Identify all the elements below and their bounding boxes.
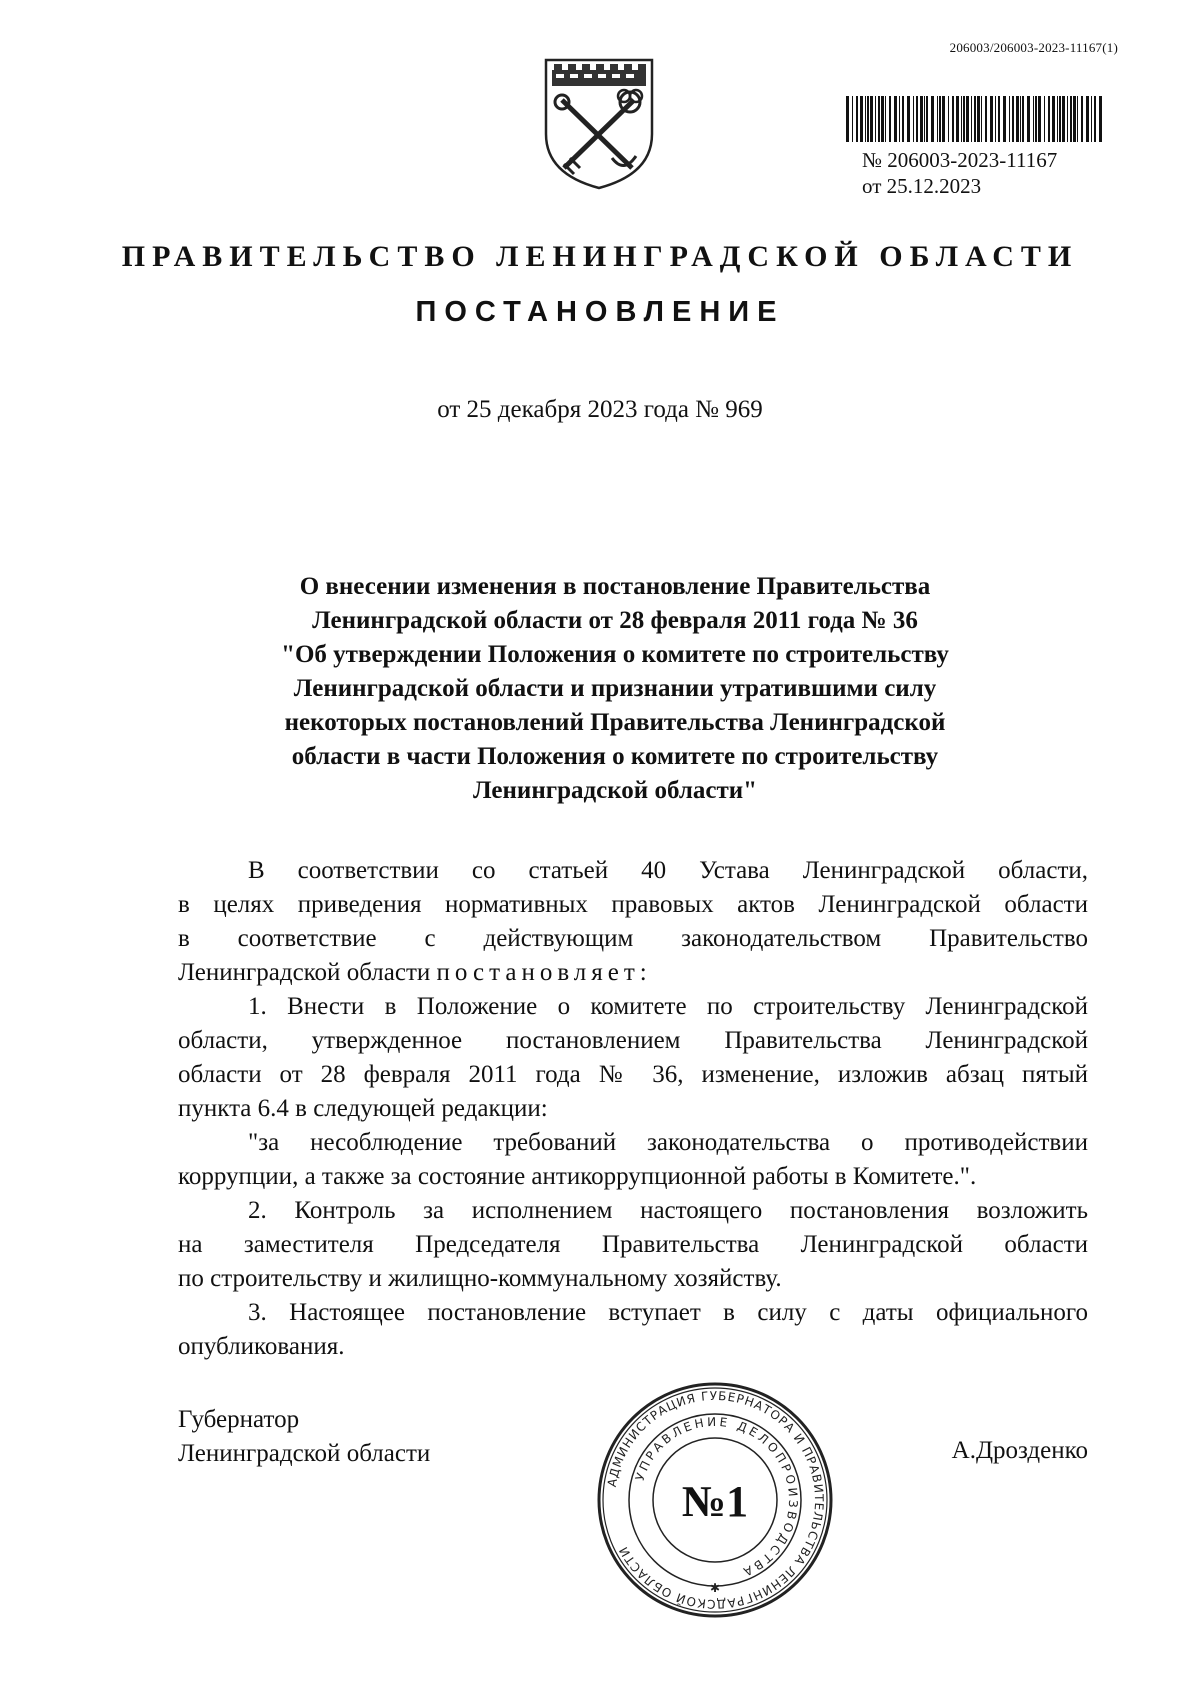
subject-line: Ленинградской области" <box>472 777 758 804</box>
body-text: Ленинградской области <box>178 959 431 986</box>
seal-star-icon: ✱ <box>709 1581 721 1595</box>
document-type: ПОСТАНОВЛЕНИЕ <box>415 296 785 328</box>
subject-line: "Об утверждении Положения о комитете по строительству <box>281 641 949 668</box>
seal-inner-text: УПРАВЛЕНИЕ ДЕЛОПРОИЗВОДСТВА <box>632 1414 801 1580</box>
body-line: по строительству и жилищно-коммунальному хозяйству. <box>178 1265 782 1292</box>
registration-code-top: 206003/206003-2023-11167(1) <box>949 40 1118 55</box>
official-seal-stamp <box>595 1380 835 1620</box>
body-line: области, утвержденное постановлением Правительства Ленинградской <box>178 1027 1088 1054</box>
body-line: коррупции, а также за состояние антикоррупционной работы в Комитете.". <box>178 1163 977 1190</box>
subject-line: Ленинградской области и признании утратившими силу <box>293 675 937 702</box>
body-line: в целях приведения нормативных правовых актов Ленинградской области <box>178 891 1088 918</box>
subject-line: области в части Положения о комитете по строительству <box>291 743 939 770</box>
signatory-position <box>178 1403 430 1471</box>
body-line: в соответствие с действующим законодательством Правительство <box>178 925 1088 952</box>
body-line: опубликования. <box>178 1333 345 1360</box>
barcode <box>846 96 1106 142</box>
position-line: Губернатор <box>178 1406 300 1433</box>
body-line: пункта 6.4 в следующей редакции: <box>178 1095 548 1122</box>
government-title: ПРАВИТЕЛЬСТВО ЛЕНИНГРАДСКОЙ ОБЛАСТИ <box>121 240 1079 273</box>
coat-of-arms-emblem <box>540 56 658 192</box>
body-line: 1. Внести в Положение о комитете по строительству Ленинградской <box>248 993 1088 1020</box>
document-body <box>178 854 1088 1364</box>
body-line <box>178 956 1088 990</box>
body-line: В соответствии со статьей 40 Устава Ленинградской области, <box>248 857 1088 884</box>
document-date: от 25 декабря 2023 года № 969 <box>437 396 763 423</box>
signatory-name: А.Дрозденко <box>951 1437 1088 1464</box>
registration-date: от 25.12.2023 <box>862 174 982 198</box>
body-line: области от 28 февраля 2011 года № 36, изменение, изложив абзац пятый <box>178 1061 1088 1088</box>
subject-line: О внесении изменения в постановление Правительства <box>299 573 931 600</box>
body-line: 2. Контроль за исполнением настоящего постановления возложить <box>248 1197 1088 1224</box>
subject-line: Ленинградской области от 28 февраля 2011 года № 36 <box>312 607 918 634</box>
seal-number: №1 <box>681 1477 749 1526</box>
body-line: 3. Настоящее постановление вступает в силу с даты официального <box>248 1299 1088 1326</box>
body-line: на заместителя Председателя Правительства Ленинградской области <box>178 1231 1088 1258</box>
body-line: "за несоблюдение требований законодательства о противодействии <box>248 1129 1088 1156</box>
subject-line: некоторых постановлений Правительства Ленинградской <box>284 709 946 736</box>
seal-ring-text: АДМИНИСТРАЦИЯ ГУБЕРНАТОРА И ПРАВИТЕЛЬСТВА ЛЕНИНГРАДСКОЙ ОБЛАСТИ <box>604 1388 827 1612</box>
document-subject <box>230 570 1000 808</box>
position-line: Ленинградской области <box>178 1440 431 1467</box>
registration-number: № 206003-2023-11167 <box>862 148 1058 172</box>
resolves-word: постановляет: <box>436 959 652 986</box>
